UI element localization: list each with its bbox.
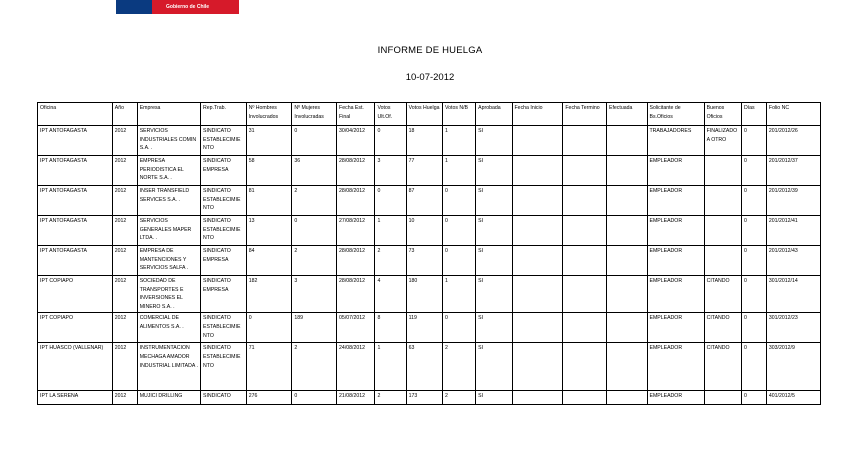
table-cell bbox=[607, 313, 648, 343]
table-cell: 0 bbox=[375, 126, 406, 156]
table-cell: EMPRESA DE MANTENCIONES Y SERVICIOS SALFA . bbox=[137, 246, 200, 276]
table-cell: IPT ANTOFAGASTA bbox=[38, 216, 113, 246]
table-cell: 05/07/2012 bbox=[337, 313, 375, 343]
table-cell bbox=[563, 246, 607, 276]
column-header: Votos Huelga bbox=[406, 103, 442, 126]
column-header: Días bbox=[741, 103, 766, 126]
table-cell: 2 bbox=[292, 343, 337, 391]
table-cell bbox=[512, 246, 563, 276]
table-cell: 1 bbox=[442, 276, 475, 313]
table-cell: IPT ANTOFAGASTA bbox=[38, 186, 113, 216]
table-cell: 0 bbox=[741, 276, 766, 313]
table-header-row bbox=[38, 103, 821, 126]
column-header: Nº Hombres Involucrados bbox=[246, 103, 292, 126]
table-cell: 201/2012/39 bbox=[766, 186, 820, 216]
table-cell: 3 bbox=[375, 156, 406, 186]
report-title: INFORME DE HUELGA bbox=[377, 45, 483, 56]
table-cell: 2 bbox=[375, 246, 406, 276]
column-header: Buenos Oficios bbox=[704, 103, 741, 126]
table-cell: 36 bbox=[292, 156, 337, 186]
table-cell: 2012 bbox=[112, 343, 137, 391]
table-cell: IPT LA SERENA bbox=[38, 391, 113, 405]
table-cell: EMPLEADOR bbox=[647, 156, 704, 186]
table-cell: CITANDO bbox=[704, 343, 741, 391]
table-cell: 180 bbox=[406, 276, 442, 313]
table-cell: 0 bbox=[292, 391, 337, 405]
table-cell: 0 bbox=[741, 246, 766, 276]
table-cell bbox=[563, 391, 607, 405]
table-cell: SI bbox=[476, 276, 512, 313]
logo-red-block bbox=[152, 0, 239, 14]
table-cell: 87 bbox=[406, 186, 442, 216]
column-header: Rep.Trab. bbox=[201, 103, 247, 126]
table-cell: IPT ANTOFAGASTA bbox=[38, 126, 113, 156]
table-cell bbox=[607, 276, 648, 313]
table-cell bbox=[563, 276, 607, 313]
table-cell bbox=[607, 126, 648, 156]
table-cell bbox=[512, 313, 563, 343]
table-row bbox=[38, 391, 821, 405]
table-cell bbox=[607, 343, 648, 391]
table-cell: 201/2012/41 bbox=[766, 216, 820, 246]
table-cell: 77 bbox=[406, 156, 442, 186]
table-cell: EMPLEADOR bbox=[647, 391, 704, 405]
table-cell: COMERCIAL DE ALIMENTOS S.A. . bbox=[137, 313, 200, 343]
table-cell: 2012 bbox=[112, 313, 137, 343]
table-cell: 63 bbox=[406, 343, 442, 391]
table-cell: EMPLEADOR bbox=[647, 186, 704, 216]
table-cell bbox=[607, 186, 648, 216]
table-cell: 2 bbox=[375, 391, 406, 405]
table-cell bbox=[512, 391, 563, 405]
table-body bbox=[38, 126, 821, 405]
table-cell: 30/04/2012 bbox=[337, 126, 375, 156]
table-cell bbox=[704, 216, 741, 246]
table-cell: 401/2012/5 bbox=[766, 391, 820, 405]
table-cell: INSER TRANSFIELD SERVICES S.A. . bbox=[137, 186, 200, 216]
table-cell: 2012 bbox=[112, 246, 137, 276]
table-cell: SINDICATO ESTABLECIMIENTO bbox=[201, 186, 247, 216]
table-cell: 24/08/2012 bbox=[337, 343, 375, 391]
table-cell: 13 bbox=[246, 216, 292, 246]
table-row bbox=[38, 246, 821, 276]
table-row bbox=[38, 313, 821, 343]
table-cell: 28/08/2012 bbox=[337, 156, 375, 186]
table-cell: 28/08/2012 bbox=[337, 246, 375, 276]
table-cell: 201/2012/37 bbox=[766, 156, 820, 186]
table-cell: SERVICIOS GENERALES MAPER LTDA. . bbox=[137, 216, 200, 246]
table-cell: 84 bbox=[246, 246, 292, 276]
table-cell: 2012 bbox=[112, 391, 137, 405]
table-cell: 0 bbox=[375, 186, 406, 216]
table-cell: IPT ANTOFAGASTA bbox=[38, 156, 113, 186]
table-cell bbox=[607, 156, 648, 186]
table-cell bbox=[563, 186, 607, 216]
table-cell: 0 bbox=[442, 216, 475, 246]
column-header: Empresa bbox=[137, 103, 200, 126]
table-cell bbox=[512, 343, 563, 391]
table-cell: FINALIZADO A OTRO bbox=[704, 126, 741, 156]
table-cell bbox=[512, 276, 563, 313]
table-cell: SI bbox=[476, 391, 512, 405]
table-cell: TRABAJADORES bbox=[647, 126, 704, 156]
table-cell: IPT ANTOFAGASTA bbox=[38, 246, 113, 276]
table-cell: 0 bbox=[246, 313, 292, 343]
table-cell: 119 bbox=[406, 313, 442, 343]
table-cell: IPT COPIAPO bbox=[38, 313, 113, 343]
table-cell: SINDICATO EMPRESA bbox=[201, 276, 247, 313]
table-cell: SI bbox=[476, 216, 512, 246]
table-cell: SOCIEDAD DE TRANSPORTES E INVERSIONES EL MINERO S.A. . bbox=[137, 276, 200, 313]
table-cell bbox=[512, 126, 563, 156]
table-cell: CITANDO bbox=[704, 276, 741, 313]
table-cell: 0 bbox=[442, 246, 475, 276]
table-cell bbox=[512, 216, 563, 246]
table-cell: SI bbox=[476, 343, 512, 391]
table-cell bbox=[512, 186, 563, 216]
table-cell bbox=[607, 216, 648, 246]
table-cell: EMPLEADOR bbox=[647, 343, 704, 391]
table-row bbox=[38, 216, 821, 246]
table-cell: SI bbox=[476, 156, 512, 186]
table-cell bbox=[512, 156, 563, 186]
table-cell: SINDICATO EMPRESA bbox=[201, 246, 247, 276]
table-cell bbox=[563, 216, 607, 246]
table-cell: SINDICATO ESTABLECIMIENTO bbox=[201, 313, 247, 343]
table-row bbox=[38, 156, 821, 186]
table-cell: SINDICATO ESTABLECIMIENTO bbox=[201, 343, 247, 391]
table-cell: SINDICATO ESTABLECIMIENTO bbox=[201, 216, 247, 246]
table-cell: 0 bbox=[442, 313, 475, 343]
table-cell: 1 bbox=[442, 156, 475, 186]
table-cell: 21/08/2012 bbox=[337, 391, 375, 405]
table-cell: IPT HUASCO (VALLENAR) bbox=[38, 343, 113, 391]
table-cell: 0 bbox=[741, 216, 766, 246]
column-header: Solicitante de Bs.Oficios bbox=[647, 103, 704, 126]
table-cell: 1 bbox=[442, 126, 475, 156]
table-cell: EMPLEADOR bbox=[647, 313, 704, 343]
table-cell: 31 bbox=[246, 126, 292, 156]
table-cell: 8 bbox=[375, 313, 406, 343]
table-cell: SINDICATO EMPRESA bbox=[201, 156, 247, 186]
strike-report-table bbox=[37, 102, 821, 405]
table-cell: 1 bbox=[375, 343, 406, 391]
table-cell: 173 bbox=[406, 391, 442, 405]
table-cell: 201/2012/26 bbox=[766, 126, 820, 156]
table-cell: SI bbox=[476, 246, 512, 276]
table-cell: EMPRESA PERIODISTICA EL NORTE S.A. . bbox=[137, 156, 200, 186]
table-cell: 276 bbox=[246, 391, 292, 405]
table-cell: 189 bbox=[292, 313, 337, 343]
table-cell: EMPLEADOR bbox=[647, 216, 704, 246]
table-row bbox=[38, 126, 821, 156]
column-header: Fecha Inicio bbox=[512, 103, 563, 126]
table-cell: 27/08/2012 bbox=[337, 216, 375, 246]
table-cell bbox=[607, 391, 648, 405]
table-cell: 58 bbox=[246, 156, 292, 186]
table-cell: 1 bbox=[375, 216, 406, 246]
table-cell: INSTRUMENTACION MECHAGA AMADOR INDUSTRIAL LIMITADA . bbox=[137, 343, 200, 391]
table-cell: 2 bbox=[442, 343, 475, 391]
table-cell: 303/2012/9 bbox=[766, 343, 820, 391]
table-cell: 0 bbox=[442, 186, 475, 216]
table-cell bbox=[563, 156, 607, 186]
report-date: 10-07-2012 bbox=[405, 72, 455, 83]
table-cell: 2012 bbox=[112, 216, 137, 246]
table-cell: MUJICI DRILLING bbox=[137, 391, 200, 405]
table-row bbox=[38, 186, 821, 216]
table-cell bbox=[607, 246, 648, 276]
table-cell bbox=[563, 126, 607, 156]
table-cell: SINDICATO bbox=[201, 391, 247, 405]
table-cell: SINDICATO ESTABLECIMIENTO bbox=[201, 126, 247, 156]
table-cell: 18 bbox=[406, 126, 442, 156]
table-cell bbox=[704, 186, 741, 216]
column-header: Fecha Est. Final bbox=[337, 103, 375, 126]
column-header: Oficina bbox=[38, 103, 113, 126]
table-cell: CITANDO bbox=[704, 313, 741, 343]
column-header: Fecha Termino bbox=[563, 103, 607, 126]
table-cell: 301/2012/14 bbox=[766, 276, 820, 313]
table-cell: 0 bbox=[741, 126, 766, 156]
table-cell: 2012 bbox=[112, 126, 137, 156]
table-cell: 0 bbox=[741, 156, 766, 186]
table-cell: 2 bbox=[442, 391, 475, 405]
table-row bbox=[38, 276, 821, 313]
table-cell: EMPLEADOR bbox=[647, 276, 704, 313]
table-cell: 2012 bbox=[112, 186, 137, 216]
table-cell: SERVICIOS INDUSTRIALES COMIN S.A. . bbox=[137, 126, 200, 156]
table-cell: SI bbox=[476, 126, 512, 156]
column-header: Aprobada bbox=[476, 103, 512, 126]
table-cell bbox=[704, 246, 741, 276]
table-cell: 2012 bbox=[112, 276, 137, 313]
table-cell bbox=[704, 391, 741, 405]
table-cell: 2 bbox=[292, 246, 337, 276]
column-header: Nº Mujeres Involucradas bbox=[292, 103, 337, 126]
table-row bbox=[38, 343, 821, 391]
table-cell: 0 bbox=[741, 313, 766, 343]
table-cell: SI bbox=[476, 313, 512, 343]
table-cell: 301/2012/23 bbox=[766, 313, 820, 343]
table-cell: 81 bbox=[246, 186, 292, 216]
column-header: Efectuada bbox=[607, 103, 648, 126]
column-header: Votos Ult.Of. bbox=[375, 103, 406, 126]
table-cell: 0 bbox=[741, 343, 766, 391]
column-header: Votos N/B bbox=[442, 103, 475, 126]
table-cell: 28/08/2012 bbox=[337, 276, 375, 313]
table-cell: 201/2012/43 bbox=[766, 246, 820, 276]
table-cell: 2 bbox=[292, 186, 337, 216]
table-cell: 28/08/2012 bbox=[337, 186, 375, 216]
table-cell bbox=[704, 156, 741, 186]
column-header: Folio NC bbox=[766, 103, 820, 126]
table-cell: SI bbox=[476, 186, 512, 216]
table-cell: 4 bbox=[375, 276, 406, 313]
table-cell: IPT COPIAPO bbox=[38, 276, 113, 313]
column-header: Año bbox=[112, 103, 137, 126]
logo-blue-block bbox=[116, 0, 152, 14]
table-cell: 0 bbox=[741, 391, 766, 405]
table-cell: 0 bbox=[292, 126, 337, 156]
table-cell: 3 bbox=[292, 276, 337, 313]
table-cell: 182 bbox=[246, 276, 292, 313]
table-cell: 0 bbox=[292, 216, 337, 246]
table-cell: 0 bbox=[741, 186, 766, 216]
logo-text: Gobierno de Chile bbox=[166, 4, 210, 10]
table-cell: 2012 bbox=[112, 156, 137, 186]
table-cell bbox=[563, 343, 607, 391]
table-cell: 10 bbox=[406, 216, 442, 246]
table-cell bbox=[563, 313, 607, 343]
table-cell: EMPLEADOR bbox=[647, 246, 704, 276]
table-cell: 71 bbox=[246, 343, 292, 391]
table-cell: 73 bbox=[406, 246, 442, 276]
gobierno-logo bbox=[116, 0, 239, 14]
